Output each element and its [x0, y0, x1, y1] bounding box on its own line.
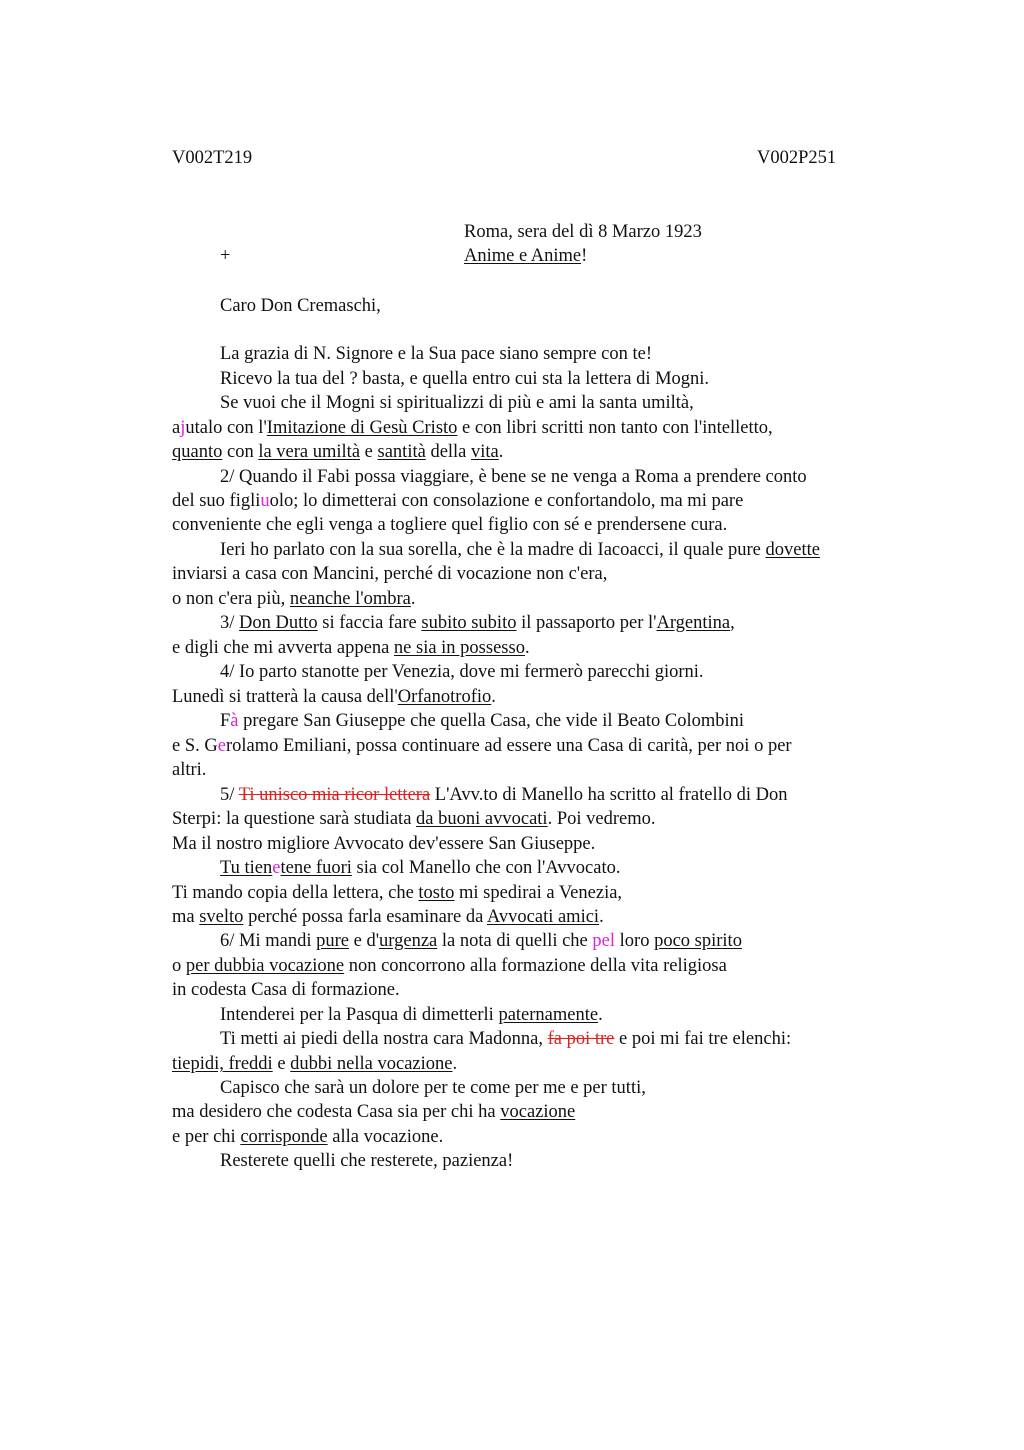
text-segment: L'Avv.to di Manello ha scritto al fratello di Don	[430, 785, 788, 805]
text-segment: ,	[730, 613, 735, 633]
body-line	[172, 1101, 575, 1125]
body-line	[172, 490, 743, 514]
body-line	[220, 1004, 603, 1028]
body-line	[220, 392, 694, 416]
text-segment: alla vocazione.	[327, 1127, 444, 1147]
cross-symbol: +	[220, 246, 231, 266]
text-segment: olo; lo dimetterai con consolazione e confortandolo, ma mi pare	[269, 491, 744, 511]
body-line	[172, 637, 530, 661]
motto-end: !	[581, 246, 588, 266]
magenta-correction: u	[260, 491, 270, 511]
underlined-text: Don Dutto	[239, 613, 318, 633]
text-segment: 4/ Io parto stanotte per Venezia, dove mi fermerò parecchi giorni.	[220, 662, 704, 682]
struck-text: Ti unisco mia ricor lettera	[238, 785, 431, 805]
body-line	[172, 417, 773, 441]
underlined-text: vita	[471, 442, 499, 462]
text-segment: F	[220, 711, 231, 731]
text-segment: pregare San Giuseppe che quella Casa, che vide il Beato Colombini	[238, 711, 745, 731]
body-line	[220, 368, 709, 392]
body-line	[172, 588, 416, 612]
text-segment: .	[491, 687, 496, 707]
text-segment: . Poi vedremo.	[547, 809, 656, 829]
text-segment: Ieri ho parlato con la sua sorella, che è la madre di Iacoacci, il quale pure	[220, 540, 766, 560]
body-line	[172, 955, 727, 979]
text-segment: Resterete quelli che resterete, pazienza!	[220, 1151, 514, 1171]
underlined-text: ne sia in possesso	[393, 638, 525, 658]
text-segment: sia col Manello che con l'Avvocato.	[351, 858, 621, 878]
text-segment: .	[598, 1005, 603, 1025]
underlined-text: da buoni avvocati	[416, 809, 548, 829]
underlined-text: paternamente	[498, 1005, 599, 1025]
underlined-text: tiepidi, freddi	[172, 1054, 273, 1074]
body-line	[220, 661, 704, 685]
text-segment: Ma il nostro migliore Avvocato dev'essere San Giuseppe.	[172, 834, 596, 854]
underlined-text: quanto	[172, 442, 223, 462]
body-line	[172, 833, 595, 857]
body-line	[172, 686, 496, 710]
text-segment: .	[498, 442, 504, 462]
motto-text: Anime e Anime	[464, 246, 582, 266]
text-segment: La grazia di N. Signore e la Sua pace siano sempre con te!	[220, 344, 653, 364]
text-segment: loro	[615, 931, 655, 951]
text-segment: e d'	[348, 931, 380, 951]
body-line	[172, 563, 607, 587]
underlined-text: Avvocati amici	[486, 907, 600, 927]
text-segment: Ricevo la tua del ? basta, e quella entro cui sta la lettera di Mogni.	[220, 369, 710, 389]
text-segment: 6/ Mi mandi	[220, 931, 317, 951]
body-line	[220, 857, 621, 881]
text-segment: 3/	[220, 613, 240, 633]
text-segment: .	[452, 1054, 458, 1074]
struck-text: fa poi tre	[547, 1029, 615, 1049]
body-line	[220, 539, 820, 563]
text-segment: mi spedirai a Venezia,	[454, 883, 623, 903]
text-segment: e con libri scritti non tanto con l'intelletto,	[457, 418, 773, 438]
underlined-text: urgenza	[379, 931, 438, 951]
text-segment: conveniente che egli venga a togliere quel figlio con sé e prendersene cura.	[172, 515, 728, 535]
salutation: Caro Don Cremaschi,	[220, 296, 381, 316]
magenta-correction: e	[217, 736, 226, 756]
text-segment: .	[410, 589, 416, 609]
text-segment: il passaporto per l'	[516, 613, 657, 633]
text-segment: altri.	[172, 760, 207, 780]
body-line	[220, 1028, 791, 1052]
text-segment: e digli che mi avverta appena	[172, 638, 394, 658]
underlined-text: Orfanotrofio	[397, 687, 492, 707]
text-segment: Ti mando copia della lettera, che	[172, 883, 419, 903]
body-line	[172, 759, 206, 783]
body-line	[172, 906, 604, 930]
body-line	[172, 979, 400, 1003]
underlined-text: neanche l'ombra	[289, 589, 411, 609]
underlined-text: Tu tien	[220, 858, 273, 878]
text-segment: e per chi	[172, 1127, 241, 1147]
text-segment: Lunedì si tratterà la causa dell'	[172, 687, 398, 707]
text-segment: o non c'era più,	[172, 589, 290, 609]
body-line	[220, 784, 787, 808]
underlined-text: vocazione	[500, 1102, 576, 1122]
text-segment: e	[360, 442, 378, 462]
underlined-text: svelto	[199, 907, 244, 927]
text-segment: utalo con l'	[185, 418, 267, 438]
underlined-text: santità	[377, 442, 426, 462]
text-segment: rolamo Emiliani, possa continuare ad essere una Casa di carità, per noi o per	[225, 736, 792, 756]
text-segment: a	[172, 418, 181, 438]
body-line	[172, 882, 622, 906]
underlined-text: subito subito	[421, 613, 517, 633]
text-segment: e poi mi fai tre elenchi:	[614, 1029, 792, 1049]
text-segment: si faccia fare	[317, 613, 422, 633]
text-segment: con	[222, 442, 259, 462]
text-segment: del suo figli	[172, 491, 261, 511]
body-line	[220, 1077, 646, 1101]
body-line	[220, 1150, 513, 1174]
text-segment: Intenderei per la Pasqua di dimetterli	[220, 1005, 499, 1025]
body-line	[220, 612, 735, 636]
text-segment: 5/	[220, 785, 239, 805]
text-segment: Se vuoi che il Mogni si spiritualizzi di più e ami la santa umiltà,	[220, 393, 694, 413]
text-segment: della	[425, 442, 472, 462]
date-line: Roma, sera del dì 8 Marzo 1923	[464, 222, 702, 242]
text-segment: .	[524, 638, 530, 658]
body-line	[172, 808, 655, 832]
underlined-text: Argentina	[656, 613, 731, 633]
underlined-text: dubbi nella vocazione	[290, 1054, 453, 1074]
motto	[464, 245, 587, 269]
text-segment: Capisco che sarà un dolore per te come per me e per tutti,	[220, 1078, 646, 1098]
underlined-text: dovette	[765, 540, 820, 560]
text-segment: Sterpi: la questione sarà studiata	[172, 809, 417, 829]
document-code-left: V002T219	[172, 148, 253, 168]
underlined-text: per dubbia vocazione	[185, 956, 345, 976]
magenta-correction: pel	[592, 931, 616, 951]
body-line	[172, 514, 727, 538]
text-segment: non concorrono alla formazione della vita religiosa	[344, 956, 727, 976]
text-segment: e	[272, 1054, 291, 1074]
text-segment: .	[599, 907, 604, 927]
underlined-text: pure	[316, 931, 349, 951]
text-segment: e S. G	[172, 736, 218, 756]
underlined-text: corrisponde	[240, 1127, 328, 1147]
body-line	[220, 930, 742, 954]
text-segment: perché possa farla esaminare da	[243, 907, 487, 927]
text-segment: o	[172, 956, 186, 976]
text-segment: in codesta Casa di formazione.	[172, 980, 400, 1000]
body-line	[220, 710, 744, 734]
underlined-text: la vera umiltà	[258, 442, 361, 462]
body-line	[172, 1126, 443, 1150]
body-line	[220, 466, 807, 490]
text-segment: ma	[172, 907, 200, 927]
body-line	[172, 441, 503, 465]
body-line	[220, 343, 652, 367]
underlined-text: tene fuori	[280, 858, 352, 878]
underlined-text: tosto	[418, 883, 455, 903]
body-line	[172, 735, 792, 759]
document-code-right: V002P251	[757, 148, 837, 168]
underlined-text: Imitazione di Gesù Cristo	[266, 418, 458, 438]
magenta-correction: e	[272, 858, 281, 878]
magenta-correction: j	[180, 418, 186, 438]
text-segment: la nota di quelli che	[437, 931, 593, 951]
text-segment: 2/ Quando il Fabi possa viaggiare, è bene se ne venga a Roma a prendere conto	[220, 467, 807, 487]
text-segment: ma desidero che codesta Casa sia per chi ha	[172, 1102, 501, 1122]
magenta-correction: à	[230, 711, 239, 731]
text-segment: Ti metti ai piedi della nostra cara Madonna,	[220, 1029, 548, 1049]
body-line	[172, 1053, 457, 1077]
text-segment: inviarsi a casa con Mancini, perché di vocazione non c'era,	[172, 564, 608, 584]
underlined-text: poco spirito	[654, 931, 742, 951]
